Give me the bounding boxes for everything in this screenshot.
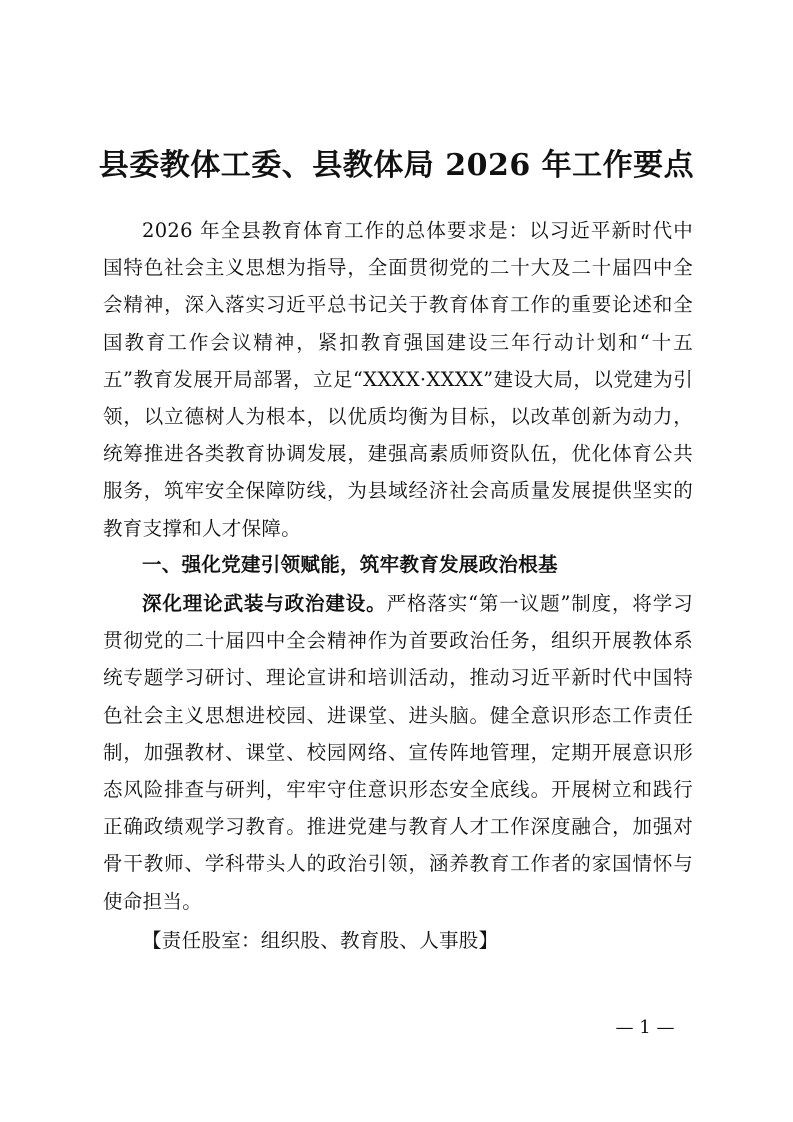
responsibility-note: 【责任股室：组织股、教育股、人事股】 xyxy=(142,929,499,952)
page-number: — 1 — xyxy=(615,1017,675,1038)
section-paragraph xyxy=(103,585,693,920)
intro-paragraph: 2026 年全县教育体育工作的总体要求是：以习近平新时代中国特色社会主义思想为指导，全面贯彻党的二十大及二十届四中全会精神，深入落实习近平总书记关于教育体育工作的重要论述和全国教育工作会议精神，紧扣教育强国建设三年行动计划和“十五五”教育发展开局部署，立足“XXXX·XXXX”建设大局，以党建为引领，以立德树人为根本，以优质均衡为目标，以改革创新为动力，统筹推进各类教育协调发展，建强高素质师资队伍，优化体育公共服务，筑牢安全保障防线，为县域经济社会高质量发展提供坚实的教育支撑和人才保障。 xyxy=(103,219,693,540)
section-body-text: 严格落实“第一议题”制度，将学习贯彻党的二十届四中全会精神作为首要政治任务，组织开展教体系统专题学习研讨、理论宣讲和培训活动，推动习近平新时代中国特色社会主义思想进校园、进课堂、进头脑。健全意识形态工作责任制，加强教材、课堂、校园网络、宣传阵地管理，定期开展意识形态风险排查与研判，牢牢守住意识形态安全底线。开展树立和践行正确政绩观学习教育。推进党建与教育人才工作深度融合，加强对骨干教师、学科带头人的政治引领，涵养教育工作者的家国情怀与使命担当。 xyxy=(103,592,693,913)
section-lead-phrase: 深化理论武装与政治建设。 xyxy=(142,592,387,615)
document-title: 县委教体工委、县教体局 2026 年工作要点 xyxy=(98,148,695,183)
section-heading: 一、强化党建引领赋能，筑牢教育发展政治根基 xyxy=(142,553,558,576)
